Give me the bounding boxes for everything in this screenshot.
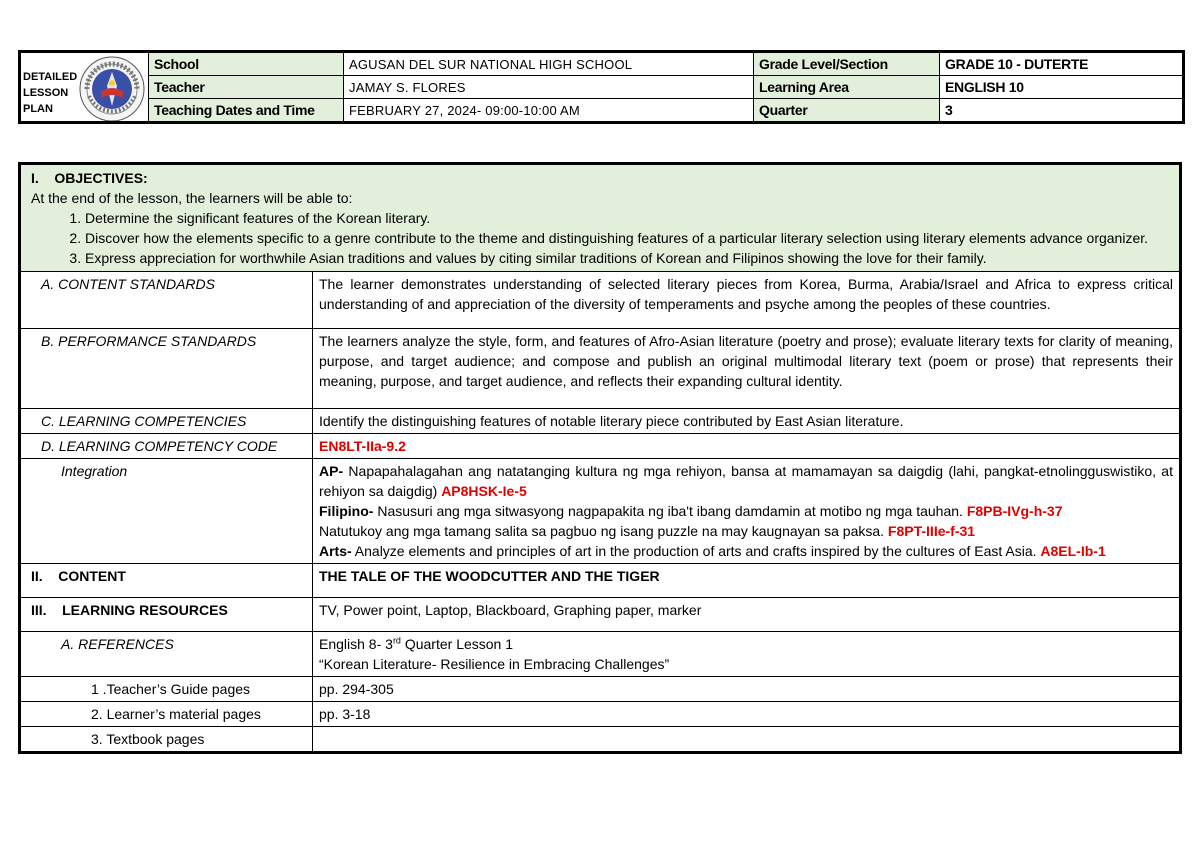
arts-code: A8EL-Ib-1 xyxy=(1040,543,1106,559)
textbook-label: 3. Textbook pages xyxy=(20,727,313,753)
resources-row xyxy=(20,598,1181,632)
lesson-plan-document xyxy=(18,50,1182,754)
arts-label: Arts- xyxy=(319,543,352,559)
integration-row xyxy=(20,459,1181,564)
references-line1-post: Quarter Lesson 1 xyxy=(400,636,514,652)
content-label xyxy=(20,564,313,598)
content-row xyxy=(20,564,1181,598)
performance-standards-row xyxy=(20,329,1181,409)
resources-num: III. xyxy=(31,602,47,618)
content-title: CONTENT xyxy=(58,568,126,584)
deped-seal-icon xyxy=(79,56,145,122)
filipino-code-2: F8PT-IIIe-f-31 xyxy=(887,523,976,539)
arts-text: Analyze elements and principles of art in the production of arts and crafts inspired by the cultures of East Asia. xyxy=(351,543,1041,559)
grade-level-label: Grade Level/Section xyxy=(754,52,940,76)
ap-label: AP- xyxy=(319,463,344,479)
filipino-code: F8PB-IVg-h-37 xyxy=(966,503,1063,519)
competency-code-row xyxy=(20,434,1181,459)
teaching-dates-label: Teaching Dates and Time xyxy=(149,99,344,123)
school-value: AGUSAN DEL SUR NATIONAL HIGH SCHOOL xyxy=(344,52,754,76)
quarter-value: 3 xyxy=(940,99,1184,123)
teachers-guide-row xyxy=(20,677,1181,702)
learning-competencies-label: C. LEARNING COMPETENCIES xyxy=(20,409,313,434)
content-standards-row xyxy=(20,272,1181,329)
resources-title: LEARNING RESOURCES xyxy=(62,602,228,618)
content-text: THE TALE OF THE WOODCUTTER AND THE TIGER xyxy=(313,564,1181,598)
dlp-line-2: LESSON xyxy=(23,87,69,99)
learners-material-label: 2. Learner’s material pages xyxy=(20,702,313,727)
objective-item: 3. Express appreciation for worthwhile Asian traditions and values by citing similar traditions of Korean and Filipinos showing the love for their family. xyxy=(85,248,1173,268)
grade-level-value: GRADE 10 - DUTERTE xyxy=(940,52,1184,76)
header-table xyxy=(18,50,1185,124)
references-line2: “Korean Literature- Resilience in Embracing Challenges” xyxy=(319,656,670,672)
references-text xyxy=(313,632,1181,677)
references-line1: English 8- 3 xyxy=(319,636,393,652)
learners-material-row xyxy=(20,702,1181,727)
learning-area-label: Learning Area xyxy=(754,76,940,99)
objectives-cell xyxy=(20,164,1181,272)
learning-area-value: ENGLISH 10 xyxy=(940,76,1184,99)
quarter-label: Quarter xyxy=(754,99,940,123)
school-label: School xyxy=(149,52,344,76)
teachers-guide-value: pp. 294-305 xyxy=(313,677,1181,702)
textbook-value xyxy=(313,727,1181,753)
teaching-dates-value: FEBRUARY 27, 2024- 09:00-10:00 AM xyxy=(344,99,754,123)
integration-text xyxy=(313,459,1181,564)
references-label: A. REFERENCES xyxy=(20,632,313,677)
objectives-title: OBJECTIVES: xyxy=(54,170,148,186)
competency-code-label: D. LEARNING COMPETENCY CODE xyxy=(20,434,313,459)
performance-standards-label: B. PERFORMANCE STANDARDS xyxy=(20,329,313,409)
dlp-line-3: PLAN xyxy=(23,103,53,115)
learners-material-value: pp. 3-18 xyxy=(313,702,1181,727)
performance-standards-text: The learners analyze the style, form, and features of Afro-Asian literature (poetry and prose); evaluate literary texts for clarity of meaning, purpose, and target audience; and compose and publish an original multimodal literary text (poem or prose) that represents their meaning, purpose, and target audience, and reflects their expanding cultural identity. xyxy=(313,329,1181,409)
ap-text: Napapahalagahan ang natatanging kultura ng mga rehiyon, bansa at mamamayan sa daigdig (lahi, pangkat-etnolingguswistiko, at rehiyon sa daigdig) xyxy=(319,463,1173,499)
filipino-text: Nasusuri ang mga sitwasyong nagpapakita ng iba't ibang damdamin at motibo ng mga tauhan. xyxy=(373,503,967,519)
objective-item: 2. Discover how the elements specific to a genre contribute to the theme and distinguishing features of a particular literary selection using literary elements advance organizer. xyxy=(85,228,1173,248)
lesson-plan-table xyxy=(18,162,1182,754)
teacher-label: Teacher xyxy=(149,76,344,99)
competency-code-value: EN8LT-IIa-9.2 xyxy=(313,434,1181,459)
objectives-row xyxy=(20,164,1181,272)
teachers-guide-label: 1 .Teacher’s Guide pages xyxy=(20,677,313,702)
content-num: II. xyxy=(31,568,43,584)
integration-label: Integration xyxy=(20,459,313,564)
resources-label xyxy=(20,598,313,632)
dlp-line-1: DETAILED xyxy=(23,71,78,83)
content-standards-label: A. CONTENT STANDARDS xyxy=(20,272,313,329)
learning-competencies-text: Identify the distinguishing features of notable literary piece contributed by East Asian literature. xyxy=(313,409,1181,434)
learning-competencies-row xyxy=(20,409,1181,434)
objective-item: 1. Determine the significant features of the Korean literary. xyxy=(85,208,1173,228)
objectives-num: I. xyxy=(31,170,39,186)
objectives-list xyxy=(31,208,1173,268)
dlp-title xyxy=(23,69,77,117)
ap-code: AP8HSK-Ie-5 xyxy=(441,483,527,499)
references-line1-sup: rd xyxy=(392,635,401,646)
references-row xyxy=(20,632,1181,677)
teacher-value: JAMAY S. FLORES xyxy=(344,76,754,99)
content-standards-text: The learner demonstrates understanding of selected literary pieces from Korea, Burma, Arabia/Israel and Africa to express critical understanding of and appreciation of the diversity of temperaments and psyche among the peoples of these countries. xyxy=(313,272,1181,329)
objectives-intro: At the end of the lesson, the learners will be able to: xyxy=(31,190,353,206)
logo-cell xyxy=(20,52,149,123)
filipino-text-2: Natutukoy ang mga tamang salita sa pagbuo ng isang puzzle na may kaugnayan sa paksa. xyxy=(319,523,888,539)
objectives-heading xyxy=(31,168,1173,188)
textbook-row xyxy=(20,727,1181,753)
filipino-label: Filipino- xyxy=(319,503,374,519)
resources-text: TV, Power point, Laptop, Blackboard, Graphing paper, marker xyxy=(313,598,1181,632)
